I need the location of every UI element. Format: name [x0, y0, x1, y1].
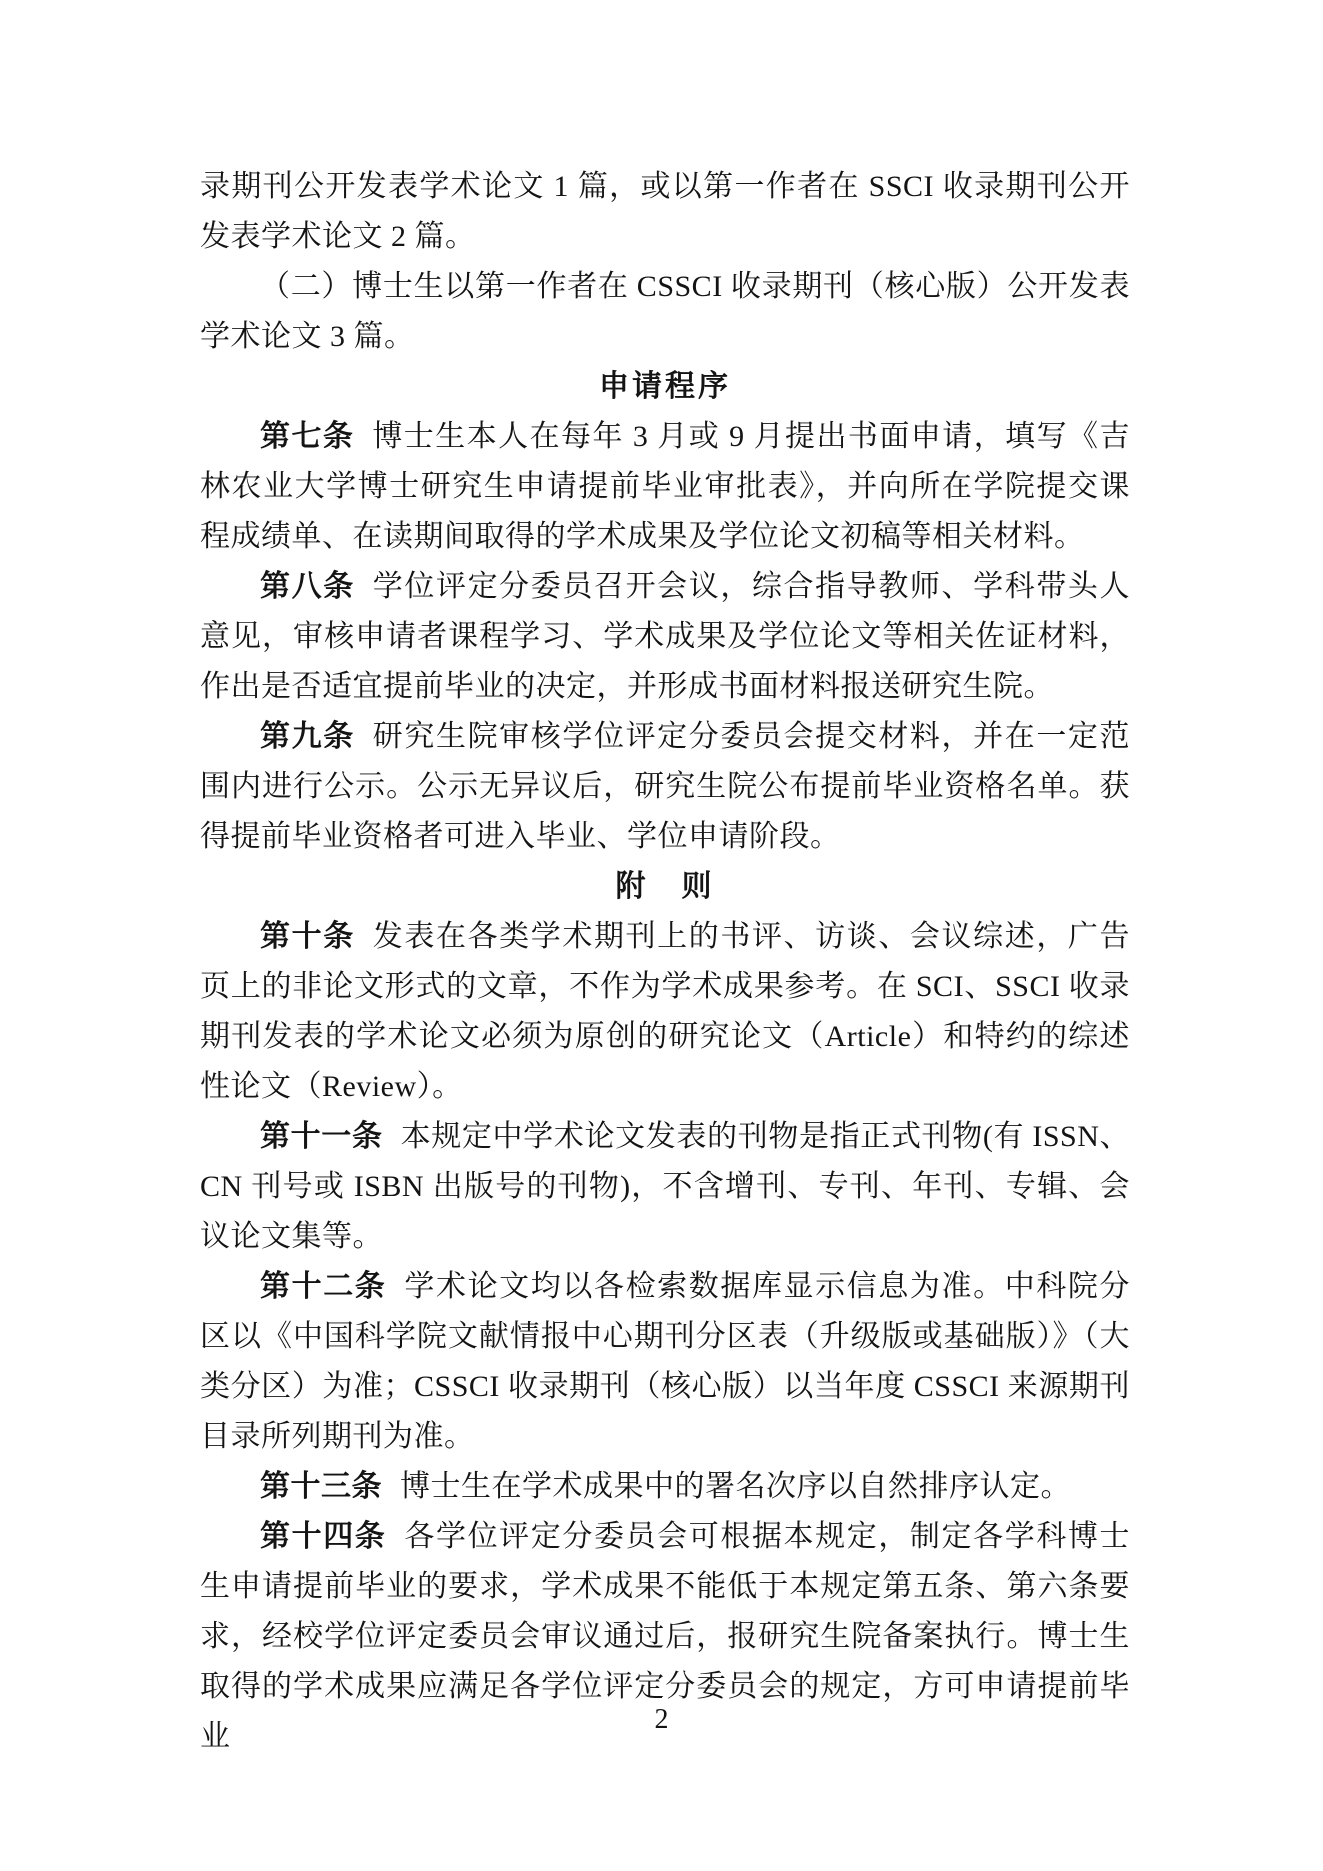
paragraph-item-two — [200, 262, 1130, 362]
paragraph-text: （二）博士生以第一作者在 CSSCI 收录期刊（核心版）公开发表学术论文 3 篇。 — [200, 270, 1130, 353]
article-term: 第十条 — [260, 920, 355, 953]
article-text: 博士生在学术成果中的署名次序以自然排序认定。 — [400, 1470, 1071, 1503]
page-number: 2 — [654, 1704, 669, 1735]
article-13 — [200, 1462, 1130, 1512]
article-text: 博士生本人在每年 3 月或 9 月提出书面申请，填写《吉林农业大学博士研究生申请提前毕业审批表》，并向所在学院提交课程成绩单、在读期间取得的学术成果及学位论文初稿等相关材料。 — [200, 420, 1131, 553]
section-heading-supplementary-provisions: 附 则 — [615, 870, 715, 903]
article-term: 第十三条 — [260, 1470, 382, 1503]
article-11 — [200, 1112, 1130, 1262]
article-text: 各学位评定分委员会可根据本规定，制定各学科博士生申请提前毕业的要求，学术成果不能低于本规定第五条、第六条要求，经校学位评定委员会审议通过后，报研究生院备案执行。博士生取得的学术成果应满足各学位评定分委员会的规定，方可申请提前毕业 — [200, 1520, 1131, 1753]
article-text: 研究生院审核学位评定分委员会提交材料，并在一定范围内进行公示。公示无异议后，研究生院公布提前毕业资格名单。获得提前毕业资格者可进入毕业、学位申请阶段。 — [200, 720, 1131, 853]
paragraph-text: 录期刊公开发表学术论文 1 篇，或以第一作者在 SSCI 收录期刊公开发表学术论文 2 篇。 — [200, 170, 1130, 253]
article-term: 第九条 — [260, 720, 355, 753]
article-10 — [200, 912, 1130, 1112]
article-term: 第十一条 — [260, 1120, 383, 1153]
article-text: 发表在各类学术期刊上的书评、访谈、会议综述，广告页上的非论文形式的文章，不作为学术成果参考。在 SCI、SSCI 收录期刊发表的学术论文必须为原创的研究论文（Article）和特约的综述性论文（Review）。 — [200, 920, 1131, 1103]
paragraph-continuation — [200, 162, 1130, 262]
article-text: 学位评定分委员召开会议，综合指导教师、学科带头人意见，审核申请者课程学习、学术成果及学位论文等相关佐证材料，作出是否适宜提前毕业的决定，并形成书面材料报送研究生院。 — [200, 570, 1131, 703]
article-9 — [200, 712, 1130, 862]
article-term: 第八条 — [260, 570, 355, 603]
document-body — [200, 162, 1130, 1762]
article-term: 第十四条 — [260, 1520, 387, 1553]
article-text: 学术论文均以各检索数据库显示信息为准。中科院分区以《中国科学院文献情报中心期刊分区表（升级版或基础版）》（大类分区）为准；CSSCI 收录期刊（核心版）以当年度 CSSCI 来源期刊目录所列期刊为准。 — [200, 1270, 1131, 1453]
article-term: 第十二条 — [260, 1270, 387, 1303]
article-term: 第七条 — [260, 420, 355, 453]
article-text: 本规定中学术论文发表的刊物是指正式刊物(有 ISSN、CN 刊号或 ISBN 出版号的刊物)，不含增刊、专刊、年刊、专辑、会议论文集等。 — [200, 1120, 1131, 1253]
article-12 — [200, 1262, 1130, 1462]
section-heading-application-procedure: 申请程序 — [599, 370, 731, 403]
article-8 — [200, 562, 1130, 712]
article-7 — [200, 412, 1130, 562]
